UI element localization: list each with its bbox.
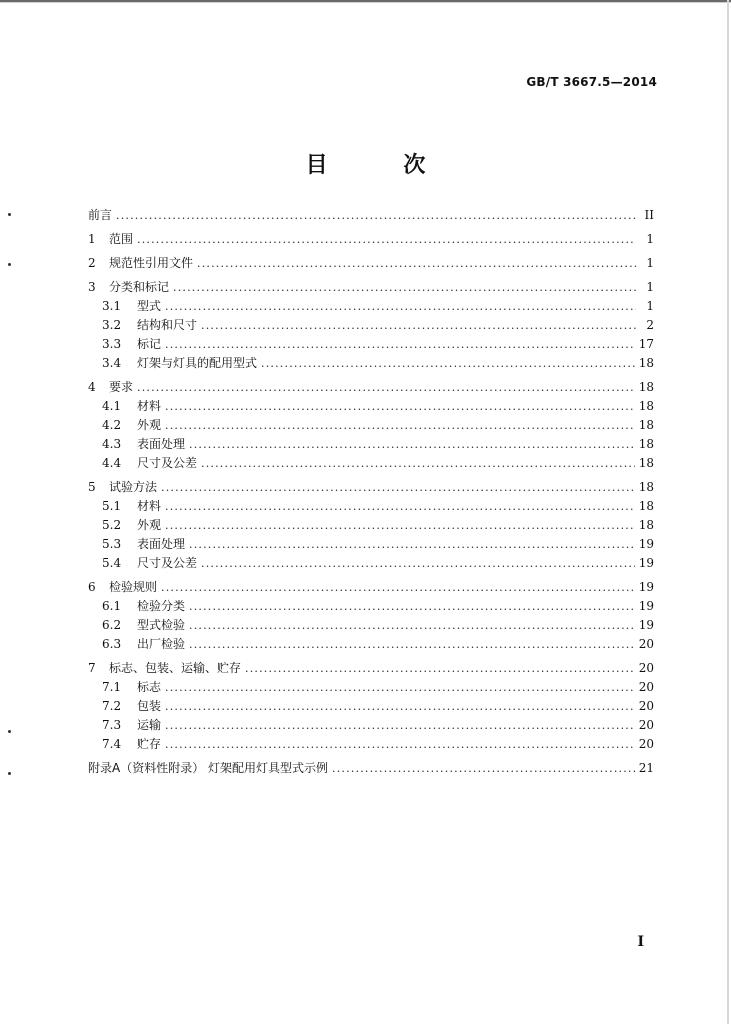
toc-entry-label: 范围 [109,232,134,246]
toc-leader-dots [165,500,635,513]
toc-entry-label: 规范性引用文件 [109,256,194,270]
toc-leader-dots [165,719,635,732]
toc-entry-label: 贮存 [137,737,162,751]
toc-entry[interactable] [88,378,654,397]
toc-entry-page: 18 [638,499,654,513]
toc-leader-dots [332,762,635,775]
toc-leader-dots [189,438,635,451]
toc-entry-label: 尺寸及公差 [137,556,198,570]
scan-top-edge [0,0,731,5]
toc-entry-page: 18 [638,356,654,370]
toc-entry-page: 20 [638,680,654,694]
toc-entry-page: 18 [638,380,654,394]
toc-entry-label: 运输 [137,718,162,732]
toc-leader-dots [189,638,635,651]
toc-entry-number: 6.2 [102,618,122,632]
toc-entry-number: 6.1 [102,599,122,613]
toc-entry-number: 4.3 [102,437,122,451]
toc-entry-label: 外观 [137,418,162,432]
toc-entry-page: 20 [638,699,654,713]
toc-leader-dots [165,400,635,413]
toc-entry-number: 1 [88,232,96,246]
toc-entry[interactable] [88,554,654,573]
toc-entry-number: 4 [88,380,96,394]
toc-entry-number: 7 [88,661,96,675]
toc-entry-number: 4.4 [102,456,122,470]
toc-entry-number: 6.3 [102,637,122,651]
scan-speck [8,263,11,266]
toc-leader-dots [165,338,635,351]
toc-entry-number: 5 [88,480,96,494]
toc-entry-number: 5.4 [102,556,122,570]
toc-leader-dots [189,600,635,613]
toc-entry-number: 6 [88,580,96,594]
toc-entry-number: 3.2 [102,318,122,332]
toc-entry[interactable] [88,297,654,316]
toc-entry-number: 3.1 [102,299,122,313]
toc-entry-page: II [644,208,654,222]
toc-entry-page: 19 [638,599,654,613]
toc-entry-page: 18 [638,437,654,451]
toc-entry[interactable] [88,254,654,273]
toc-leader-dots [161,481,635,494]
toc-entry-page: 18 [638,456,654,470]
toc-entry-number: 3 [88,280,96,294]
toc-entry-page: 18 [638,418,654,432]
toc-entry-number: 5.3 [102,537,122,551]
toc-entry-label: 标记 [137,337,162,351]
toc-entry-label: 要求 [109,380,134,394]
scan-speck [8,730,11,733]
toc-entry[interactable] [88,230,654,249]
toc-entry-label: 标志 [137,680,162,694]
toc-entry[interactable] [88,416,654,435]
toc-entry[interactable] [88,735,654,754]
toc-entry[interactable] [88,578,654,597]
toc-entry-label: 分类和标记 [109,280,170,294]
toc-entry-number: 7.2 [102,699,122,713]
toc-leader-dots [173,281,636,294]
standard-code: GB/T 3667.5—2014 [526,75,657,89]
toc-entry-label: 出厂检验 [137,637,186,651]
toc-entry-number: 7.4 [102,737,122,751]
toc-entry-label: 检验分类 [137,599,186,613]
toc-entry-number: 7.3 [102,718,122,732]
page-number: I [637,934,644,950]
toc-entry-label: 灯架与灯具的配用型式 [137,356,258,370]
toc-entry-label: 结构和尺寸 [137,318,198,332]
toc-entry-label: 试验方法 [109,480,158,494]
toc-entry-label: 尺寸及公差 [137,456,198,470]
toc-entry[interactable] [88,516,654,535]
toc-leader-dots [197,257,636,270]
toc-entry-page: 17 [638,337,654,351]
table-of-contents [88,206,654,778]
toc-entry[interactable] [88,354,654,373]
toc-entry[interactable] [88,635,654,654]
toc-entry-label: 型式检验 [137,618,186,632]
toc-entry-page: 21 [638,761,654,775]
toc-entry-label: 包装 [137,699,162,713]
scan-speck [8,772,11,775]
toc-entry-label: 表面处理 [137,437,186,451]
toc-leader-dots [261,357,635,370]
toc-entry-page: 18 [638,518,654,532]
toc-entry-page: 19 [638,580,654,594]
toc-entry-number: 3.3 [102,337,122,351]
toc-leader-dots [116,209,636,222]
toc-leader-dots [201,319,636,332]
toc-entry[interactable] [88,454,654,473]
toc-entry[interactable] [88,335,654,354]
toc-entry[interactable] [88,397,654,416]
toc-entry[interactable] [88,597,654,616]
toc-entry-label: 附录A（资料性附录） 灯架配用灯具型式示例 [88,761,329,775]
toc-leader-dots [165,700,635,713]
page-title: 目 次 [305,153,460,178]
scan-speck [8,213,11,216]
toc-entry-page: 1 [646,299,654,313]
toc-entry-page: 1 [646,232,654,246]
toc-entry[interactable] [88,206,654,225]
toc-leader-dots [165,419,635,432]
toc-entry-page: 19 [638,537,654,551]
toc-entry[interactable] [88,316,654,335]
toc-entry-number: 5.1 [102,499,122,513]
toc-entry[interactable] [88,435,654,454]
toc-entry-page: 18 [638,399,654,413]
toc-entry-number: 2 [88,256,96,270]
toc-leader-dots [165,738,635,751]
toc-entry-number: 5.2 [102,518,122,532]
toc-entry-page: 20 [638,661,654,675]
toc-leader-dots [137,381,635,394]
toc-entry-page: 1 [646,280,654,294]
toc-entry[interactable] [88,278,654,297]
toc-entry-number: 4.1 [102,399,122,413]
toc-entry-label: 表面处理 [137,537,186,551]
toc-entry[interactable] [88,716,654,735]
toc-leader-dots [165,681,635,694]
toc-entry[interactable] [88,759,654,778]
toc-entry-number: 7.1 [102,680,122,694]
toc-entry-page: 19 [638,618,654,632]
toc-leader-dots [245,662,635,675]
toc-entry[interactable] [88,678,654,697]
toc-entry[interactable] [88,697,654,716]
toc-entry-page: 1 [646,256,654,270]
toc-entry-label: 材料 [137,399,162,413]
toc-entry-number: 3.4 [102,356,122,370]
toc-leader-dots [201,557,635,570]
toc-entry-label: 材料 [137,499,162,513]
toc-entry-page: 20 [638,718,654,732]
toc-leader-dots [189,619,635,632]
toc-entry-label: 型式 [137,299,162,313]
toc-entry-label: 标志、包装、运输、贮存 [109,661,242,675]
toc-entry-page: 20 [638,637,654,651]
toc-entry-page: 20 [638,737,654,751]
toc-entry-label: 外观 [137,518,162,532]
toc-entry[interactable] [88,659,654,678]
toc-entry-page: 18 [638,480,654,494]
toc-leader-dots [165,300,636,313]
toc-leader-dots [137,233,636,246]
toc-entry-number: 4.2 [102,418,122,432]
toc-entry-page: 19 [638,556,654,570]
toc-leader-dots [161,581,635,594]
toc-entry-label: 前言 [88,208,113,222]
toc-entry-label: 检验规则 [109,580,158,594]
toc-entry[interactable] [88,478,654,497]
toc-entry[interactable] [88,616,654,635]
toc-leader-dots [189,538,635,551]
toc-entry[interactable] [88,497,654,516]
toc-leader-dots [201,457,635,470]
toc-leader-dots [165,519,635,532]
toc-entry-page: 2 [646,318,654,332]
toc-entry[interactable] [88,535,654,554]
